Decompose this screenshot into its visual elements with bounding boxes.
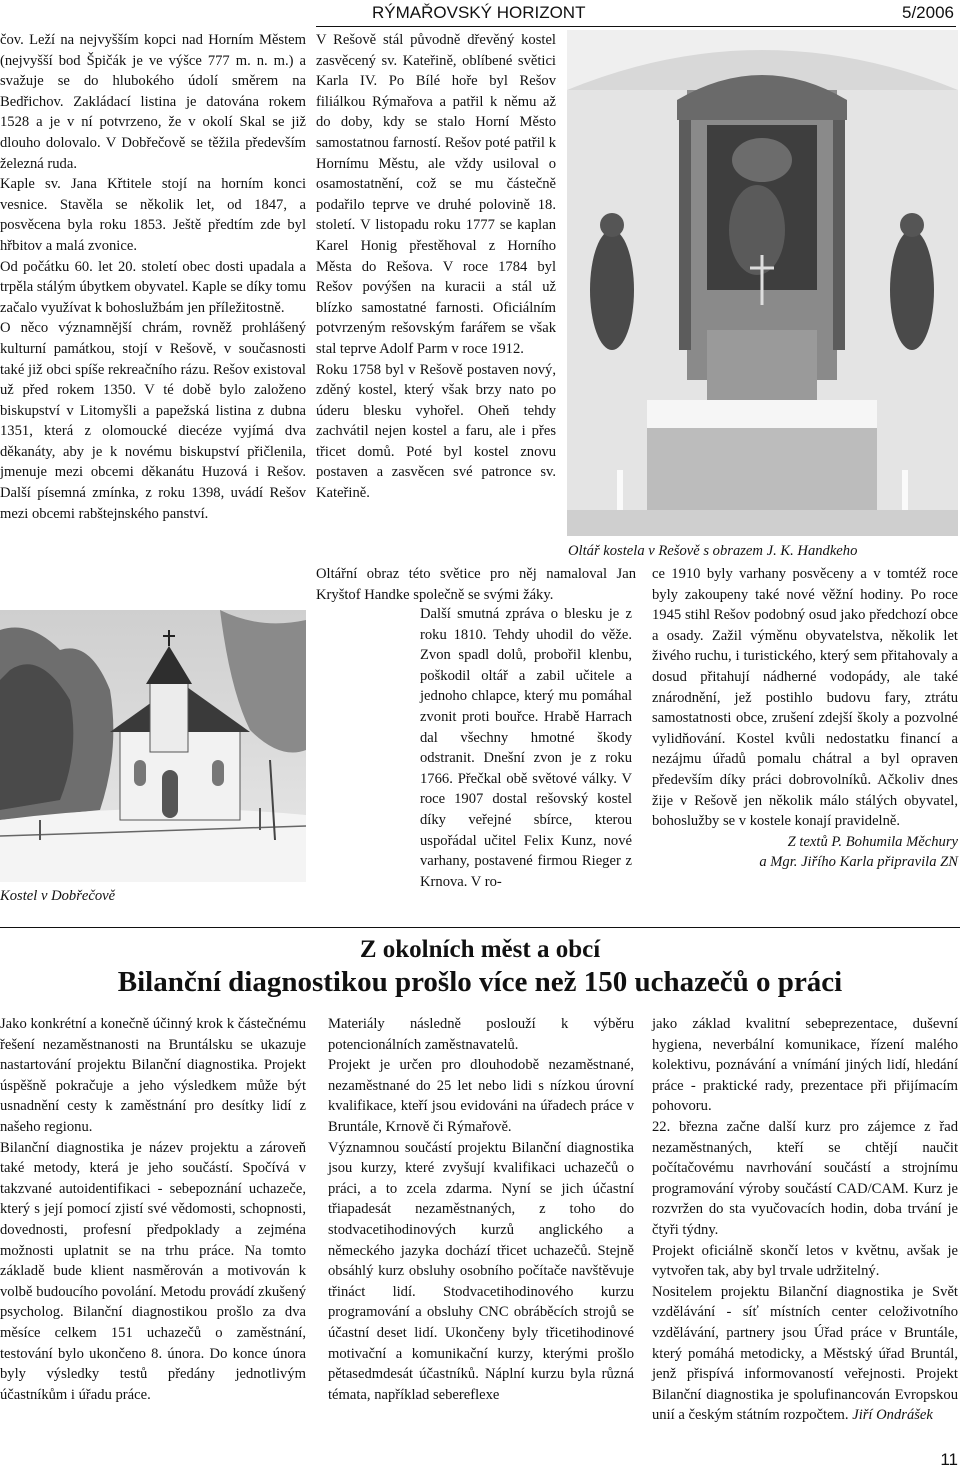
bottom-column-2 <box>328 1014 634 1405</box>
altar-caption: Oltář kostela v Rešově s obrazem J. K. Handkeho <box>568 543 858 559</box>
paragraph: Významnou součástí projektu Bilanční diagnostika jsou kurzy, které zvyšují kvalifikaci uchazečů o práci, a to zcela zdarma. Nyní se jich účastní třiapadesát nezaměstnaných, z toho do stodvacetihodinových kurzů anglického a německého jazyka dochází třicet uchazečů. Stejně obsáhlý kurz obsluhy osobního počítače navštěvuje třináct lidí. Stodvacetihodinového kurzu programování a obsluhy CNC obráběcích strojů se účastní deset lidí. Ukončeny byly třicetihodinové motivační a komunikační kurzy, kterými prošlo pětasedmdesát účastníků. Náplní kurzu byla různá témata, například sebereflexe <box>328 1139 634 1403</box>
top-column-2-lower <box>420 604 632 892</box>
paragraph: Bilanční diagnostika je název projektu a zároveň také metody, která je jeho součástí. Spočívá v takzvané autoidentifikaci - sebepoznání uchazeče, který s její pomocí zjistí své vědomosti, schopnosti, dovednosti, profesní předpoklady a zejména možnosti uplatnit se na trhu práce. Na tomto základě bude klient nasměrován a motivován k volbě budoucího povolání. Metodu provádí zkušený psycholog. Bilanční diagnostikou prošlo za dva měsíce celkem 151 uchazečů o zaměstnání, testování bylo ukončeno 8. února. Do konce února byly výsledky testů předány jednotlivým účastníkům i úřadu práce. <box>0 1139 306 1403</box>
paragraph: O něco významnější chrám, rovněž prohlášený kulturní památkou, stojí v Rešově, v současnosti také již obci spíše rekreačního rázu. Rešov existoval už před rokem 1350. V té době bylo založeno biskupství v Litomyšli a papežská listina z dubna 1351, která z olomoucké diecéze vyjímá dva děkanáty, aby je k novému biskupství přičlenila, jmenuje mezi obcemi děkanátu Huzová i Rešov. Další písemná zmínka, z roku 1398, uvádí Rešov mezi obcemi rabštejnského panství. <box>0 320 306 522</box>
page-number: 11 <box>940 1450 958 1469</box>
bottom-column-3 <box>652 1014 958 1426</box>
paragraph: Oltářní obraz této světice pro něj namaloval Jan Kryštof Handke společně se svými žáky. <box>316 566 636 603</box>
top-column-2-wide <box>316 564 636 605</box>
paragraph: jako základ kvalitní sebeprezentace, duševní hygiena, neverbální komunikace, řízení malého kolektivu, poznávání a vnímání jiných lidí, hledání práce - praktické rady, prezentace při přijímacím pohovoru. <box>652 1016 958 1115</box>
author-name: Jiří Ondrášek <box>852 1407 933 1424</box>
section-kicker: Z okolních měst a obcí <box>359 936 601 963</box>
paragraph: Roku 1758 byl v Rešově postaven nový, zděný kostel, který však brzy nato po úderu blesku vyhořel. Oheň tehdy zachvátil nejen kostel a faru, ale i přes třicet domů. Poté byl kostel znovu postaven a zasvěcen své patronce sv. Kateřině. <box>316 361 556 502</box>
paragraph: Od počátku 60. let 20. století obec dosti upadala a trpěla stálým úbytkem obyvatel. Kaple se díky tomu začalo využívat k bohoslužbám jen příležitostně. <box>0 258 306 316</box>
paragraph: V Rešově stál původně dřevěný kostel zasvěcený sv. Kateřině, oblíbené světici Karla IV. Po Bílé hoře byl Rešov filiálkou Rýmařova a patřil k němu až do doby, kdy se stalo Horní Město samostatnou farností. Rešov poté patřil k Hornímu Městu, ale vždy usiloval o osamostatnění, což se mu částečně podařilo teprve ve druhé polovině 18. století. V listopadu roku 1777 se kaplan Karel Honig přestěhoval z Horního Města do Rešova. V roce 1784 byl Rešov povýšen na kuracii a stál už blízko samostatné farnosti. Oficiálním potvrzeným rešovským farářem se však stal teprve Adolf Parm v roce 1912. <box>316 32 556 357</box>
paragraph: Jako konkrétní a konečně účinný krok k částečnému řešení nezaměstnanosti na Bruntálsku se ukazuje nastartování projektu Bilanční diagnostika. Projekt úspěšně pokračuje a jeho výsledkem může být usnadnění cesty k zaměstnání pro desítky lidí z našeho regionu. <box>0 1016 306 1135</box>
top-column-1 <box>0 30 306 524</box>
credit-line-2: a Mgr. Jiřího Karla připravila ZN <box>759 854 958 871</box>
paragraph: Kaple sv. Jana Křtitele stojí na horním konci vesnice. Stavěla se několik let, od 1847, a posvěcena byla roku 1853. Ještě předtím zde byl hřbitov a malá zvonice. <box>0 176 306 254</box>
paragraph: Projekt oficiálně skončí letos v květnu, avšak je vytvořen tak, aby byl trvale udržitelný. <box>652 1242 958 1280</box>
altar-photo <box>567 30 958 536</box>
issue-number: 5/2006 <box>902 3 954 22</box>
paragraph-text: Nositelem projektu Bilanční diagnostika je Svět vzdělávání - síť místních center celoživotního vzdělávání, partnery jsou Úřad práce v Bruntále, který pomáhá metodicky, a Městský úřad Bruntál, jenž přispívá informovaností veřejnosti. Projekt Bilanční diagnostika je spolufinancován Evropskou unií a českým státním rozpočtem. <box>652 1283 958 1424</box>
article-title: Bilanční diagnostikou prošlo více než 150 uchazečů o práci <box>117 966 843 998</box>
article-heading <box>0 927 960 1012</box>
paragraph: čov. Leží na nejvyšším kopci nad Horním Městem (nejvyšší bod Špičák je ve výšce 777 m. n. m.) a svažuje se do hlubokého údolí směrem na Bedřichov. Zakládací listina je datována rokem 1528 a je v ní potvrzeno, že v okolí Skal se již dlouho dolovalo. V Dobřečově se těžila především železná ruda. <box>0 32 306 172</box>
paragraph: Další smutná zpráva o blesku je z roku 1810. Tehdy uhodil do věže. Zvon spadl dolů, probořil klenbu, poškodil oltář a zabil učitele a jednoho chlapce, který mu pomáhal zvonit proti bouřce. Hrabě Harrach dal všechny hmotné škody odstranit. Dnešní zvon je z roku 1766. Přečkal obě světové války. V roce 1907 dostal rešovský kostel díky veřejné sbírce, kterou uspořádal učitel Felix Kunz, nové varhany, postavené firmou Rieger z Krnova. V ro- <box>420 606 632 890</box>
top-column-2 <box>316 30 556 504</box>
paragraph: Materiály následně poslouží k výběru potencionálních zaměstnavatelů. <box>328 1016 634 1053</box>
chapel-photo <box>0 610 306 882</box>
paragraph <box>652 1282 958 1426</box>
publication-name: RÝMAŘOVSKÝ HORIZONT <box>372 3 586 22</box>
chapel-caption: Kostel v Dobřečově <box>0 888 116 904</box>
top-column-3 <box>652 564 958 873</box>
paragraph: Projekt je určen pro dlouhodobě nezaměstnané, nezaměstnané do 25 let nebo lidi s nízkou úrovní kvalifikace, kteří jsou evidováni na úřadech práce v Bruntále, Krnově či Rýmařově. <box>328 1057 634 1135</box>
running-header <box>316 0 956 27</box>
paragraph: 22. března začne další kurz pro zájemce z řad nezaměstnaných, kteří se chtějí naučit počítačovému navrhování součástí a strojnímu programování výroby součástí CAD/CAM. Kurz je rozvržen do sta vyučovacích hodin, doba trvání je čtyři týdny. <box>652 1118 958 1238</box>
paragraph: ce 1910 byly varhany posvěceny a v tomtéž roce byly zakoupeny také nové věžní hodiny. Po roce 1945 stihl Rešov podobný osud jako předchozí obce a osady. Zažil výměnu obyvatelstva, několik let živého ruchu, i turistického, který sem přitahovaly a dosud přitahují nádherné vodopády, ale také znárodnění, jež postihlo budovu fary, ztrátu samostatnosti obce, zrušení zdejší školy a pozvolné vylidňování. Kostel kvůli nedostatku financí a nezájmu úřadů pomalu chátral a byl opraven především díky práci dobrovolníků. Ačkoliv dnes žije v Rešově jen několik málo stálých obyvatel, bohoslužby se v kostele konají pravidelně. <box>652 566 958 830</box>
bottom-column-1 <box>0 1014 306 1405</box>
credit-line-1: Z textů P. Bohumila Měchury <box>787 833 958 850</box>
